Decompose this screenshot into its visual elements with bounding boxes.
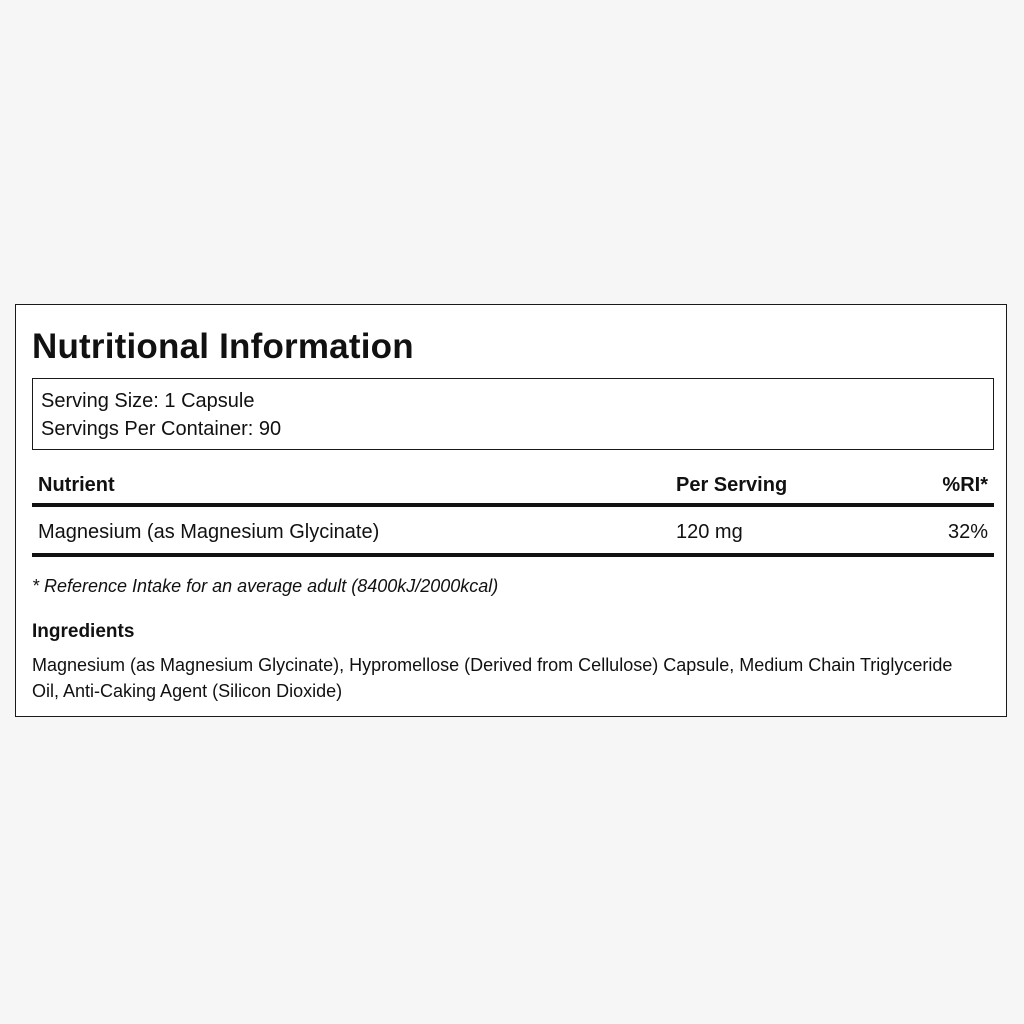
cell-per-serving: 120 mg [676,521,743,543]
ri-footnote: * Reference Intake for an average adult (8400kJ/2000kcal) [32,576,499,596]
table-header-row [32,465,994,503]
panel-title: Nutritional Information [32,327,414,366]
ingredients-heading: Ingredients [32,621,135,642]
header-per-serving: Per Serving [676,474,788,496]
serving-info-box [32,378,994,450]
header-nutrient: Nutrient [38,474,115,496]
servings-per-container: Servings Per Container: 90 [41,418,282,440]
table-row [32,507,994,553]
serving-size: Serving Size: 1 Capsule [41,390,255,412]
nutrition-panel [15,304,1007,717]
cell-ri: 32% [947,521,988,543]
nutrient-table [32,465,994,557]
cell-nutrient: Magnesium (as Magnesium Glycinate) [38,521,380,543]
table-bottom-divider [32,553,994,557]
ingredients-text: Magnesium (as Magnesium Glycinate), Hypromellose (Derived from Cellulose) Capsule, Medium Chain Triglyceride Oil, Anti-Caking Agent (Silicon Dioxide) [32,655,953,701]
header-ri: %RI* [942,474,988,496]
